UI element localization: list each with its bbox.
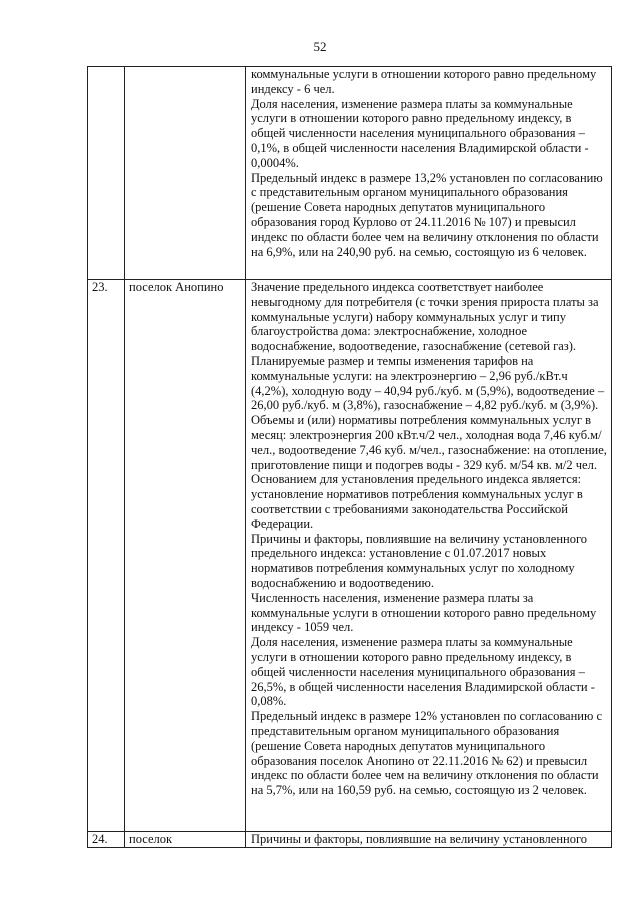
description-cell [246,280,612,832]
table-row [88,832,612,848]
description-cell [246,832,612,848]
description-paragraph: Основанием для установления предельного индекса является: установление нормативов потребления коммунальных услуг в соответствии с требованиями законодательства Российской Федерации. [251,472,583,531]
municipality-name: поселок [125,832,246,848]
description-paragraph: Причины и факторы, повлиявшие на величину установленного предельного индекса: установление с 01.07.2017 новых нормативов потребления коммунальных услуг по холодному водоснабжению и водоотведению. [251,531,588,590]
description-paragraph: Причины и факторы, повлиявшие на величину установленного [251,832,588,846]
description-paragraph: Значение предельного индекса соответствует наиболее невыгодному для потребителя (с точки зрения прироста платы за коммунальные услуги) набору коммунальных услуг и типу благоустройства дома: электроснабжение, холодное водоснабжение, водоотведение, газоснабжение (сетевой газ). [251,280,599,354]
description-paragraph: Предельный индекс в размере 13,2% установлен по согласованию с представительным органом муниципального образования (решение Совета народных депутатов муниципального образования город Курлово от 24.11.2016 № 107) и превысил индекс по области более чем на величину отклонения по области на 6,9%, или на 240,90 руб. на семью, состоящую из 6 человек. [251,170,603,259]
description-paragraph: коммунальные услуги в отношении которого равно предельному индексу - 6 чел. [251,67,597,96]
row-number [88,67,125,280]
description-paragraph: Доля населения, изменение размера платы за коммунальные услуги в отношении которого равно предельному индексу, в общей численности населения муниципального образования – 26,5%, в общей численности населения Владимирской области - 0,08%. [251,635,595,709]
row-number: 24. [88,832,125,848]
municipality-name [125,67,246,280]
municipal-index-table [87,66,612,848]
description-paragraph: Численность населения, изменение размера платы за коммунальные услуги в отношении которого равно предельному индексу - 1059 чел. [251,590,597,635]
description-cell [246,67,612,280]
description-paragraph: Доля населения, изменение размера платы за коммунальные услуги в отношении которого равно предельному индексу, в общей численности населения муниципального образования – 0,1%, в общей численности населения Владимирской области - 0,0004%. [251,96,589,170]
table-row [88,280,612,832]
description-paragraph: Планируемые размер и темпы изменения тарифов на коммунальные услуги: на электроэнергию – 2,96 руб./кВт.ч (4,2%), холодную воду – 40,94 руб./куб. м (5,9%), водоотведение –26,00 руб./куб. м (3,8%), газоснабжение – 4,82 руб./куб. м (3,9%). [251,353,605,413]
page-number: 52 [313,39,327,54]
description-paragraph: Предельный индекс в размере 12% установлен по согласованию с представительным органом муниципального образования (решение Совета народных депутатов муниципального образования поселок Анопино от 22.11.2016 № 62) и превысил индекс по области более чем на величину отклонения по области на 5,7%, или на 160,59 руб. на семью, состоящую из 2 человек. [251,709,602,798]
row-number: 23. [88,280,125,832]
municipality-name: поселок Анопино [125,280,246,832]
table-row [88,67,612,280]
description-paragraph: Объемы и (или) нормативы потребления коммунальных услуг в месяц: электроэнергия 200 кВт.ч/2 чел., холодная вода 7,46 куб.м/чел., водоотведение 7,46 куб. м/чел., газоснабжение: на отопление, приготовление пищи и подогрев воды - 329 куб. м/54 кв. м/2 чел. [251,413,607,472]
